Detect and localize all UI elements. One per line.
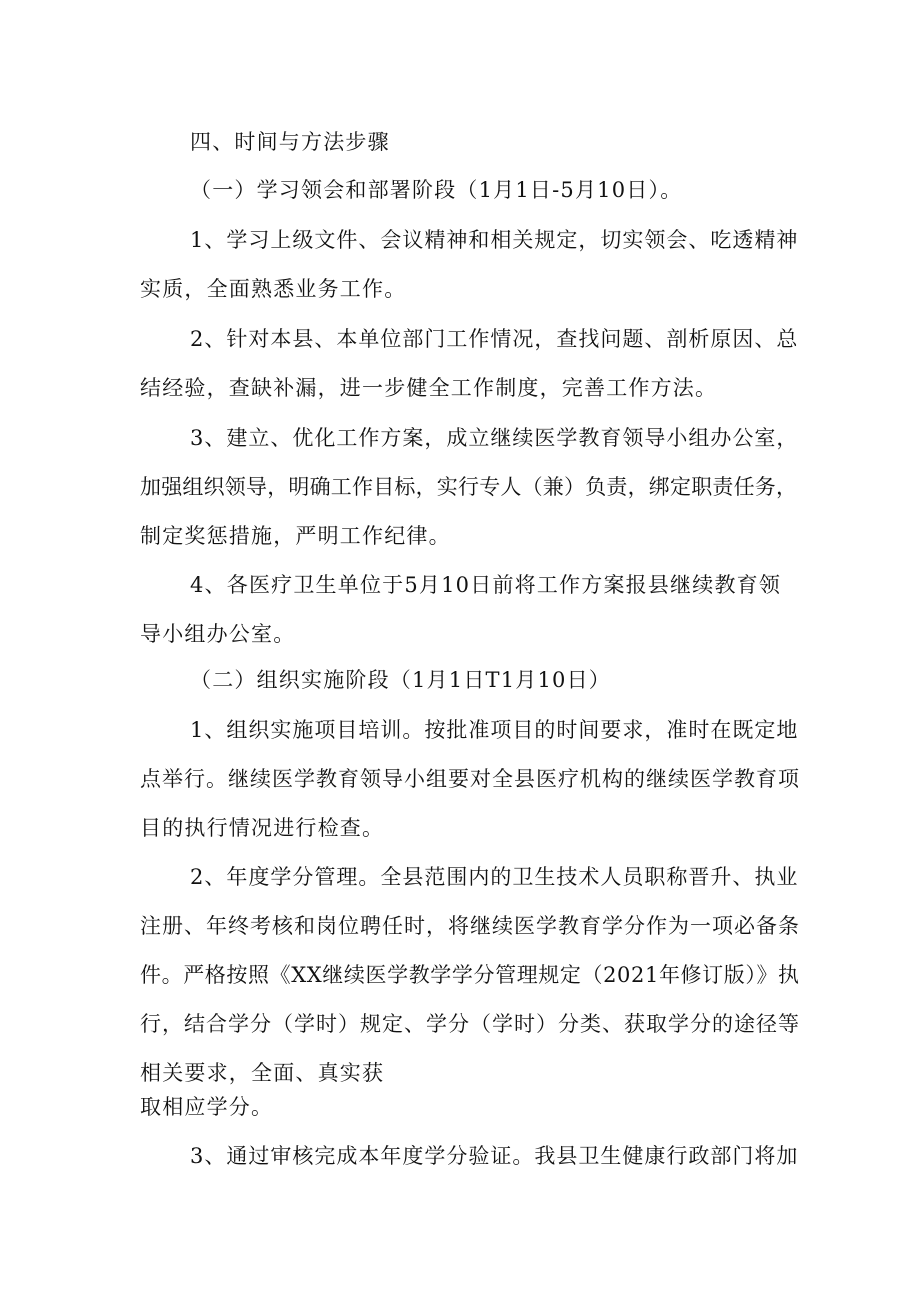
phase1-item2-line1: 2、针对本县、本单位部门工作情况，查找问题、剖析原因、总 bbox=[190, 327, 799, 351]
phase1-heading: （一）学习领会和部署阶段（1月1日-5月10日）。 bbox=[190, 178, 683, 202]
phase2-item1-line3: 目的执行情况进行检查。 bbox=[140, 816, 385, 840]
phase2-item1-line2: 点举行。继续医学教育领导小组要对全县医疗机构的继续医学教育项 bbox=[140, 767, 800, 791]
phase1-item1-line2: 实质，全面熟悉业务工作。 bbox=[140, 277, 407, 301]
phase1-item1-line1: 1、学习上级文件、会议精神和相关规定，切实领会、吃透精神 bbox=[190, 228, 799, 252]
phase2-item1-line1: 1、组织实施项目培训。按批准项目的时间要求，准时在既定地 bbox=[190, 718, 799, 742]
phase2-heading: （二）组织实施阶段（1月1日T1月10日） bbox=[190, 668, 612, 692]
phase2-item3-line1: 3、通过审核完成本年度学分验证。我县卫生健康行政部门将加 bbox=[190, 1144, 799, 1168]
section-heading: 四、时间与方法步骤 bbox=[190, 130, 390, 154]
phase1-item3-line1: 3、建立、优化工作方案，成立继续医学教育领导小组办公室， bbox=[190, 426, 799, 450]
phase2-item2-line5: 相关要求，全面、真实获 bbox=[140, 1061, 385, 1085]
phase1-item4-line2: 导小组办公室。 bbox=[140, 622, 296, 646]
phase2-item2-line3: 件。严格按照《XX继续医学教学学分管理规定（2021年修订版）》执 bbox=[140, 963, 800, 987]
phase1-item3-line3: 制定奖惩措施，严明工作纪律。 bbox=[140, 524, 451, 548]
phase2-item2-line6: 取相应学分。 bbox=[140, 1095, 274, 1119]
phase1-item2-line2: 结经验，查缺补漏，进一步健全工作制度，完善工作方法。 bbox=[140, 376, 718, 400]
phase2-item2-line1: 2、年度学分管理。全县范围内的卫生技术人员职称晋升、执业 bbox=[190, 865, 799, 889]
phase2-item2-line4: 行，结合学分（学时）规定、学分（学时）分类、获取学分的途径等 bbox=[140, 1012, 800, 1036]
phase1-item3-line2: 加强组织领导，明确工作目标，实行专人（兼）负责，绑定职责任务， bbox=[140, 475, 798, 499]
phase1-item4-line1: 4、各医疗卫生单位于5月10日前将工作方案报县继续教育领 bbox=[190, 573, 782, 597]
phase2-item2-line2: 注册、年终考核和岗位聘任时，将继续医学教育学分作为一项必备条 bbox=[140, 914, 800, 938]
